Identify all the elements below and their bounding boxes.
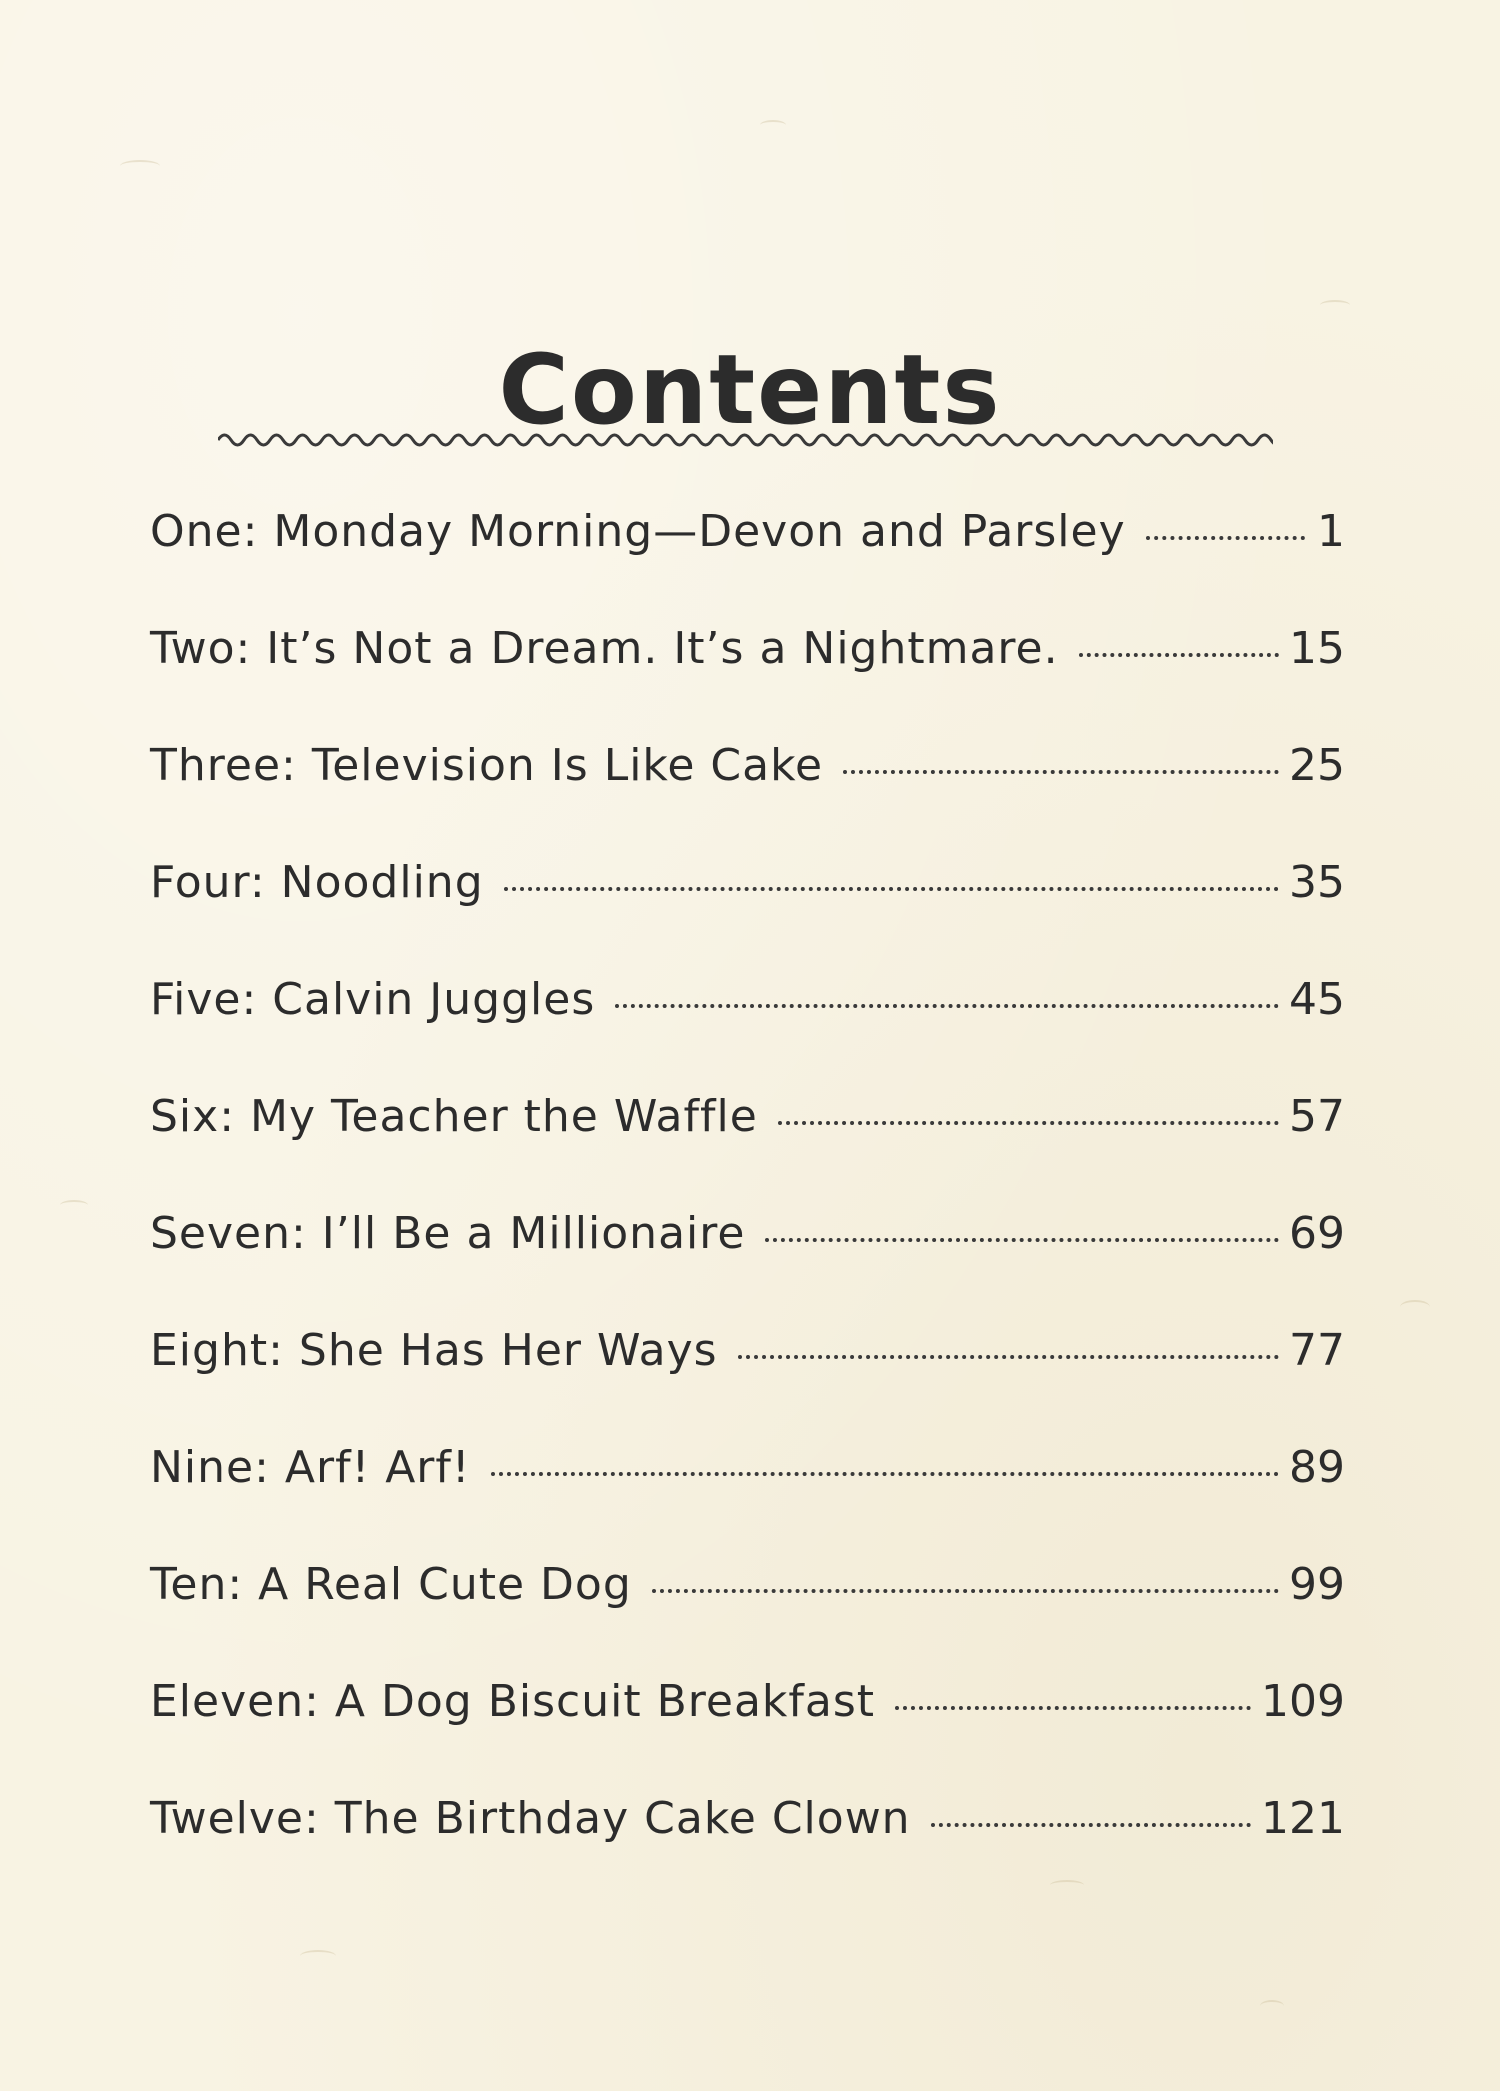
dot-leader xyxy=(778,1121,1279,1125)
dot-leader xyxy=(615,1004,1279,1008)
dot-leader xyxy=(931,1823,1251,1827)
dot-leader xyxy=(843,770,1279,774)
dot-leader xyxy=(895,1706,1251,1710)
toc-entry-title: Two: It’s Not a Dream. It’s a Nightmare. xyxy=(150,623,1059,674)
toc-entry-page-number: 15 xyxy=(1289,623,1345,674)
toc-entry-title: One: Monday Morning—Devon and Parsley xyxy=(150,506,1126,557)
dot-leader xyxy=(504,887,1279,891)
dot-leader xyxy=(652,1589,1279,1593)
toc-entry-title: Ten: A Real Cute Dog xyxy=(150,1559,632,1610)
toc-entry-title: Six: My Teacher the Waffle xyxy=(150,1091,758,1142)
dot-leader xyxy=(1079,653,1279,657)
toc-entry-title: Seven: I’ll Be a Millionaire xyxy=(150,1208,746,1259)
toc-entry xyxy=(150,740,1345,857)
toc-entry-title: Four: Noodling xyxy=(150,857,484,908)
toc-entry xyxy=(150,506,1345,623)
toc-entry-page-number: 99 xyxy=(1289,1559,1345,1610)
toc-entry xyxy=(150,1325,1345,1442)
toc-entry-page-number: 1 xyxy=(1317,506,1345,557)
dot-leader xyxy=(738,1355,1279,1359)
toc-entry xyxy=(150,1442,1345,1559)
dot-leader xyxy=(765,1238,1279,1242)
toc-entry-title: Three: Television Is Like Cake xyxy=(150,740,824,791)
toc-entry-page-number: 109 xyxy=(1261,1676,1345,1727)
toc-entry-title: Five: Calvin Juggles xyxy=(150,974,596,1025)
toc-entry-title: Eight: She Has Her Ways xyxy=(150,1325,718,1376)
toc-entry xyxy=(150,1559,1345,1676)
toc-entry xyxy=(150,623,1345,740)
toc-entry xyxy=(150,1676,1345,1793)
toc-entry xyxy=(150,1208,1345,1325)
dot-leader xyxy=(491,1472,1279,1476)
toc-entry-title: Twelve: The Birthday Cake Clown xyxy=(150,1793,911,1844)
toc-entry-page-number: 89 xyxy=(1289,1442,1345,1493)
toc-entry xyxy=(150,1091,1345,1208)
toc-entry xyxy=(150,974,1345,1091)
toc-entry-title: Nine: Arf! Arf! xyxy=(150,1442,471,1493)
toc-entry-title: Eleven: A Dog Biscuit Breakfast xyxy=(150,1676,876,1727)
toc-entry-page-number: 25 xyxy=(1289,740,1345,791)
toc-entry-page-number: 45 xyxy=(1289,974,1345,1025)
toc-entry-page-number: 77 xyxy=(1289,1325,1345,1376)
toc-entry xyxy=(150,1793,1345,1910)
wavy-divider xyxy=(218,425,1273,455)
toc-entry-page-number: 57 xyxy=(1289,1091,1345,1142)
toc-entry-page-number: 35 xyxy=(1289,857,1345,908)
toc-entry-page-number: 69 xyxy=(1289,1208,1345,1259)
toc-entry xyxy=(150,857,1345,974)
table-of-contents xyxy=(150,506,1345,1910)
page-title: Contents xyxy=(498,334,1002,447)
dot-leader xyxy=(1146,536,1305,540)
toc-entry-page-number: 121 xyxy=(1261,1793,1345,1844)
